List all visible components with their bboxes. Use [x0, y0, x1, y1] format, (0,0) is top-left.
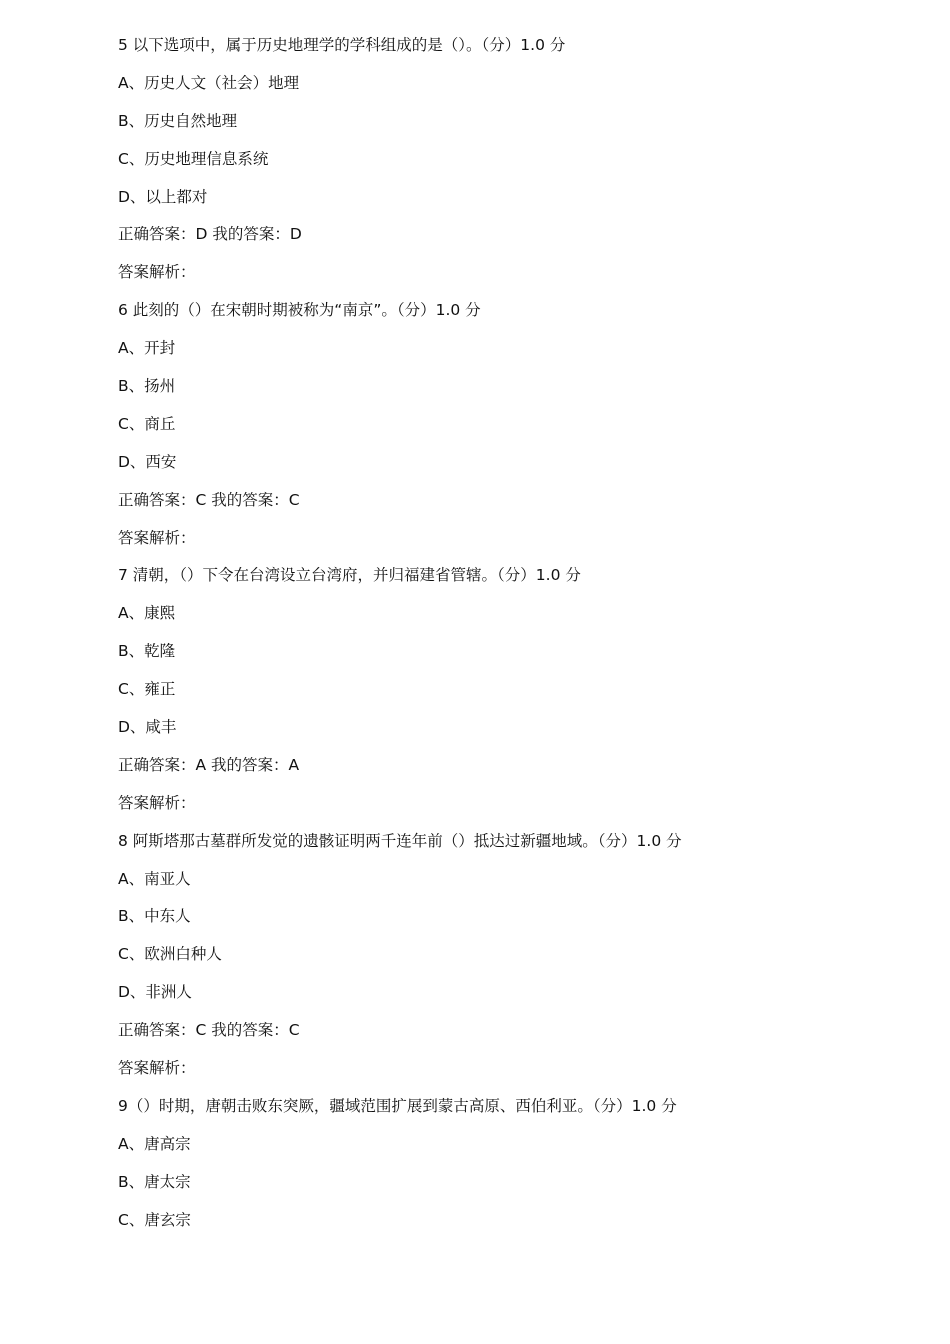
option-c: C、商丘 — [118, 414, 176, 433]
analysis-line: 答案解析： — [118, 263, 196, 282]
analysis-line: 答案解析： — [118, 793, 196, 812]
question-stem: 7 清朝，（）下令在台湾设立台湾府，并归福建省管辖。（分）1.0 分 — [118, 566, 581, 585]
option-c: C、唐玄宗 — [118, 1210, 191, 1229]
option-a: A、唐高宗 — [118, 1134, 191, 1153]
option-b: B、历史自然地理 — [118, 111, 238, 130]
option-c: C、雍正 — [118, 680, 176, 699]
option-d: D、西安 — [118, 452, 177, 471]
analysis-line: 答案解析： — [118, 528, 196, 547]
question-stem: 8 阿斯塔那古墓群所发觉的遗骸证明两千连年前（）抵达过新疆地域。（分）1.0 分 — [118, 831, 682, 850]
question-stem: 5 以下选项中，属于历史地理学的学科组成的是（）。（分）1.0 分 — [118, 36, 566, 54]
option-a: A、康熙 — [118, 604, 176, 623]
option-b: B、扬州 — [118, 377, 176, 396]
option-b: B、中东人 — [118, 907, 191, 926]
option-c: C、欧洲白种人 — [118, 945, 222, 964]
option-d: D、以上都对 — [118, 187, 208, 206]
answer-line: 正确答案：A 我的答案：A — [118, 755, 300, 774]
answer-line: 正确答案：C 我的答案：C — [118, 490, 300, 509]
option-b: B、唐太宗 — [118, 1172, 191, 1191]
option-a: A、历史人文（社会）地理 — [118, 73, 300, 92]
option-a: A、开封 — [118, 339, 176, 358]
option-b: B、乾隆 — [118, 642, 176, 661]
answer-line: 正确答案：D 我的答案：D — [118, 225, 302, 244]
analysis-line: 答案解析： — [118, 1059, 196, 1078]
option-d: D、咸丰 — [118, 718, 177, 737]
option-d: D、非洲人 — [118, 983, 192, 1002]
quiz-document — [118, 34, 918, 1247]
answer-line: 正确答案：C 我的答案：C — [118, 1021, 300, 1040]
question-stem: 6 此刻的（）在宋朝时期被称为“南京”。（分）1.0 分 — [118, 301, 481, 320]
option-c: C、历史地理信息系统 — [118, 149, 269, 168]
option-a: A、南亚人 — [118, 869, 191, 888]
question-stem: 9（）时期，唐朝击败东突厥，疆域范围扩展到蒙古高原、西伯利亚。（分）1.0 分 — [118, 1096, 677, 1115]
